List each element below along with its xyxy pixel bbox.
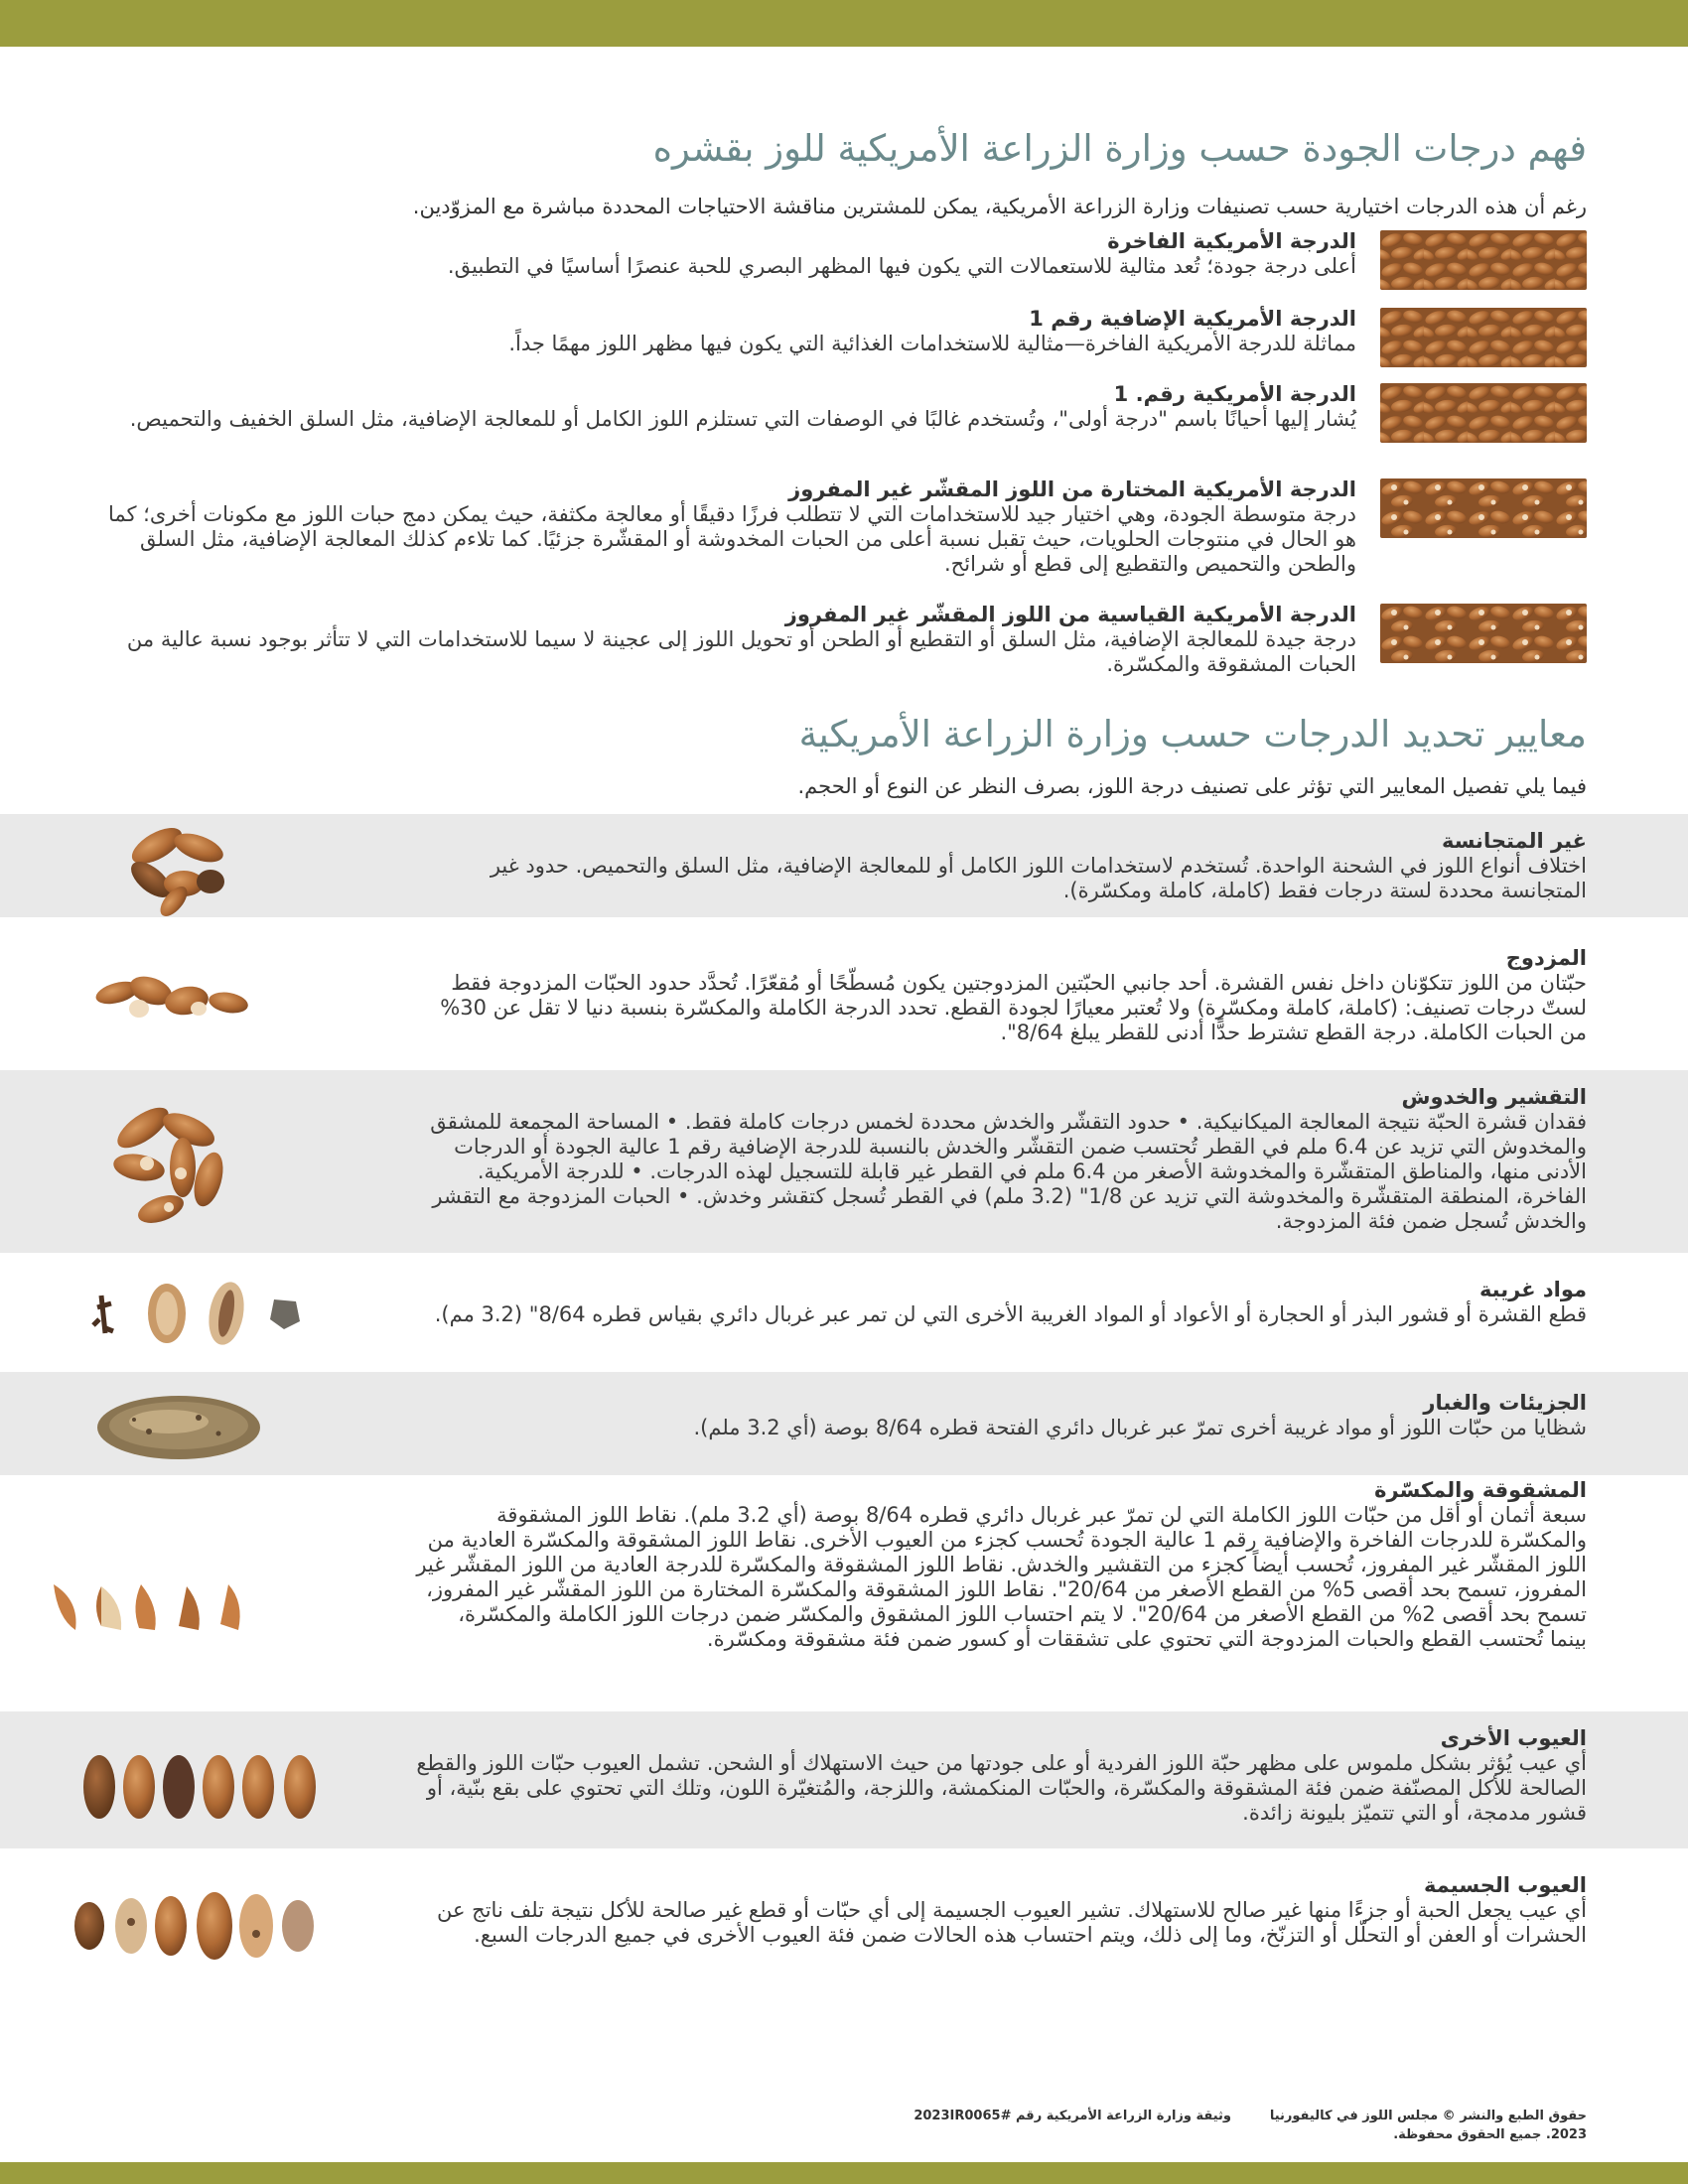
grade-title: الدرجة الأمريكية الفاخرة bbox=[1107, 229, 1356, 253]
split-broken-almonds-photo bbox=[40, 1477, 338, 1711]
mixed-almonds-photo bbox=[40, 814, 338, 917]
other-defects-almonds-photo bbox=[40, 1711, 338, 1848]
criterion-title: التقشير والخدوش bbox=[1401, 1085, 1587, 1109]
criterion-split-broken bbox=[0, 1477, 1688, 1711]
criterion-desc: قطع القشرة أو قشور البذر أو الحجارة أو الأعواد أو المواد الغريبة الأخرى التي لن تمر عبر غربال دائري بقياس قطره 8/64" (3.2 مم). bbox=[434, 1302, 1587, 1326]
grade-title: الدرجة الأمريكية المختارة من اللوز المقشّر غير المفروز bbox=[788, 478, 1356, 501]
criterion-title: العيوب الأخرى bbox=[1440, 1726, 1587, 1750]
criterion-title: غير المتجانسة bbox=[1441, 829, 1587, 853]
almond-grade-photo bbox=[1380, 604, 1587, 663]
criterion-desc: أي عيب يُؤثر بشكل ملموس على مظهر حبّة اللوز الفردية أو على جودتها من حيث الاستهلاك أو الشحن. تشمل العيوب حبّات اللوز والقطع الصالحة للأكل المصنّفة ضمن فئة المشقوقة والمكسّرة، والحبّات المنكمشة، واللزجة، والمُتغيّرة اللون، وتلك التي تحتوي على بقع بنّية، أو قشور مدمجة، أو التي تتميّز بليونة زائدة. bbox=[416, 1751, 1587, 1825]
criterion-doubles bbox=[0, 933, 1688, 1068]
grade-desc: درجة جيدة للمعالجة الإضافية، مثل السلق أو التقطيع أو الطحن أو تحويل اللوز إلى عجينة لا سيما للاستخدامات التي لا تتأثر بوجود نسبة عالية من الحبات المشقوقة والمكسّرة. bbox=[126, 627, 1356, 676]
criterion-title: العيوب الجسيمة bbox=[1423, 1873, 1587, 1897]
section2-intro: فيما يلي تفصيل المعايير التي تؤثر على تصنيف درجة اللوز، بصرف النظر عن النوع أو الحجم. bbox=[797, 774, 1587, 798]
criterion-desc: فقدان قشرة الحبّة نتيجة المعالجة الميكانيكية. • حدود التقشّر والخدش محددة لخمس درجات كاملة فقط. • المساحة المجمعة للمشقق والمخدوش التي تزيد عن 6.4 ملم في القطر تُحتسب ضمن التقشّر والخدش بالنسبة للدرجة الإضافية رقم 1 عالية الجودة أو الدرجات الأدنى منها، والمناطق المتقشّرة والمخدوشة الأصغر من 6.4 ملم في القطر غير قابلة للتسجيل لهذه الدرجات. • للدرجة الأمريكية. الفاخرة، المنطقة المتقشّرة والمخدوشة التي تزيد عن 1/8" (3.2 ملم) في القطر تُسجل كتقشر وخدش. • الحبات المزدوجة مع التقشر والخدش تُسجل ضمن فئة المزدوجة. bbox=[430, 1110, 1587, 1233]
grade-us-standard-sheller-run bbox=[77, 604, 1587, 693]
criterion-foreign-material bbox=[0, 1259, 1688, 1368]
section1-intro: رغم أن هذه الدرجات اختيارية حسب تصنيفات وزارة الزراعة الأمريكية، يمكن للمشترين مناقشة الاحتياجات المحددة مباشرة مع المزوّدين. bbox=[412, 195, 1587, 218]
criterion-dissimilar bbox=[0, 814, 1688, 917]
grade-us-fancy bbox=[77, 230, 1587, 292]
grade-title: الدرجة الأمريكية القياسية من اللوز المقشّر غير المفروز bbox=[784, 603, 1356, 626]
grade-us-extra-no1 bbox=[77, 308, 1587, 369]
grade-desc: درجة متوسطة الجودة، وهي اختيار جيد للاستخدامات التي لا تتطلب فرزًا دقيقًا أو معالجة مكثفة، حيث يمكن دمج حبات اللوز مع مكونات أخرى؛ كما هو الحال في منتوجات الحلويات، حيث تقبل نسبة أعلى من الحبات المخدوشة أو المقشّرة جزئيًا. كما تلاءم كذلك المعالجة الإضافية، مثل السلق والطحن والتحميص والتقطيع إلى قطع أو شرائح. bbox=[107, 502, 1356, 576]
almond-grade-photo bbox=[1380, 308, 1587, 367]
copyright-line: حقوق الطبع والنشر © مجلس اللوز في كاليفورنيا bbox=[1269, 2109, 1587, 2123]
grade-desc: أعلى درجة جودة؛ تُعد مثالية للاستعمالات التي يكون فيها المظهر البصري للحبة عنصرًا أساسيًا في التطبيق. bbox=[447, 254, 1356, 278]
criterion-other-defects bbox=[0, 1711, 1688, 1848]
almond-grade-photo bbox=[1380, 478, 1587, 538]
criterion-title: المزدوج bbox=[1505, 946, 1587, 970]
grade-us-select-sheller-run bbox=[77, 478, 1587, 588]
criterion-desc: سبعة أثمان أو أقل من حبّات اللوز الكاملة التي لن تمرّ عبر غربال دائري قطره 8/64 بوصة (أي 3.2 ملم). نقاط اللوز المشقوقة والمكسّرة للدرجات الفاخرة والإضافية رقم 1 عالية الجودة تُحسب كجزء من العيوب الأخرى. نقاط اللوز المشقوقة والمكسّرة العادية من اللوز المقشّر غير المفروز، تُحسب أيضاً كجزء من التقشير والخدش. نقاط اللوز المشقوقة والمكسّرة للدرجة العادية من اللوز المقشّر غير المفروز، تسمح بحد أقصى 5% من القطع الأصغر من 20/64". نقاط اللوز المشقوقة والمكسّرة المختارة من اللوز المقشّر غير المفروز، تسمح بحد أقصى 2% من القطع الأصغر من 20/64". لا يتم احتساب اللوز المشقوق والمكسّر ضمن درجات اللوز الكاملة والمكسّرة، بينما تُحتسب القطع والحبات المزدوجة التي تحتوي على تشققات أو كسور ضمن فئة مشقوقة ومكسّرة. bbox=[416, 1503, 1587, 1651]
section1-title: فهم درجات الجودة حسب وزارة الزراعة الأمريكية للوز بقشره bbox=[652, 127, 1587, 170]
criterion-chipped-scratched bbox=[0, 1070, 1688, 1253]
criterion-desc: حبّتان من اللوز تتكوّنان داخل نفس القشرة. أحد جانبي الحبّتين المزدوجتين يكون مُسطّحًا أو مُقعّرًا. تُحدَّد حدود الحبّات المزدوجة فقط لستّ درجات تصنيف: (كاملة، كاملة ومكسّرة) ولا تُعتبر معيارًا لجودة القطع. تحدد الدرجة الكاملة والمكسّرة بنسبة دنيا لا تقل عن 30% من الحبات الكاملة. درجة القطع تشترط حدًّا أدنى للقطر يبلغ 8/64". bbox=[440, 971, 1587, 1044]
grade-us-no1 bbox=[77, 383, 1587, 445]
criterion-title: الجزيئات والغبار bbox=[1423, 1391, 1587, 1415]
grade-desc: يُشار إليها أحيانًا باسم "درجة أولى"، وتُستخدم غالبًا في الوصفات التي تستلزم اللوز الكامل أو للمعالجة الإضافية، مثل السلق الخفيف والتحميص. bbox=[129, 407, 1356, 431]
criterion-desc: اختلاف أنواع اللوز في الشحنة الواحدة. تُستخدم لاستخدامات اللوز الكامل أو للمعالجة الإضافية، مثل السلق والتحميص. حدود غير المتجانسة محددة لستة درجات فقط (كاملة، كاملة ومكسّرة). bbox=[490, 854, 1587, 902]
foreign-material-photo bbox=[40, 1259, 338, 1368]
section2-title: معايير تحديد الدرجات حسب وزارة الزراعة الأمريكية bbox=[798, 713, 1587, 755]
chipped-almonds-photo bbox=[40, 1070, 338, 1253]
top-color-bar bbox=[0, 0, 1688, 47]
grade-title: الدرجة الأمريكية الإضافية رقم 1 bbox=[1029, 307, 1356, 331]
almond-grade-photo bbox=[1380, 230, 1587, 290]
serious-defects-almonds-photo bbox=[40, 1858, 338, 1985]
criterion-serious-defects bbox=[0, 1858, 1688, 1985]
double-almonds-photo bbox=[40, 933, 338, 1068]
bottom-color-bar bbox=[0, 2162, 1688, 2184]
criterion-desc: شظايا من حبّات اللوز أو مواد غريبة أخرى تمرّ عبر غربال دائري الفتحة قطره 8/64 بوصة (أي 3.2 ملم). bbox=[693, 1416, 1587, 1439]
criterion-title: مواد غريبة bbox=[1478, 1278, 1587, 1301]
criterion-particles-dust bbox=[0, 1372, 1688, 1475]
document-reference: وثيقة وزارة الزراعة الأمريكية رقم #2023IR0065 bbox=[914, 2109, 1231, 2123]
copyright-line: 2023. جميع الحقوق محفوظة. bbox=[1393, 2127, 1587, 2142]
criterion-desc: أي عيب يجعل الحبة أو جزءًا منها غير صالح للاستهلاك. تشير العيوب الجسيمة إلى أي حبّات أو قطع غير صالحة للأكل نتيجة تلف ناتج عن الحشرات أو العفن أو التحلّل أو التزنّخ، وما إلى ذلك، ويتم احتساب هذه الحالات ضمن فئة العيوب الأخرى في جميع الدرجات السبع. bbox=[436, 1898, 1587, 1947]
particles-dust-photo bbox=[40, 1372, 338, 1475]
grade-title: الدرجة الأمريكية رقم. 1 bbox=[1113, 382, 1356, 406]
criterion-title: المشقوقة والمكسّرة bbox=[1374, 1478, 1587, 1502]
almond-grade-photo bbox=[1380, 383, 1587, 443]
grade-desc: مماثلة للدرجة الأمريكية الفاخرة—مثالية للاستخدامات الغذائية التي يكون فيها مظهر اللوز مهمًا جداً. bbox=[508, 332, 1356, 355]
